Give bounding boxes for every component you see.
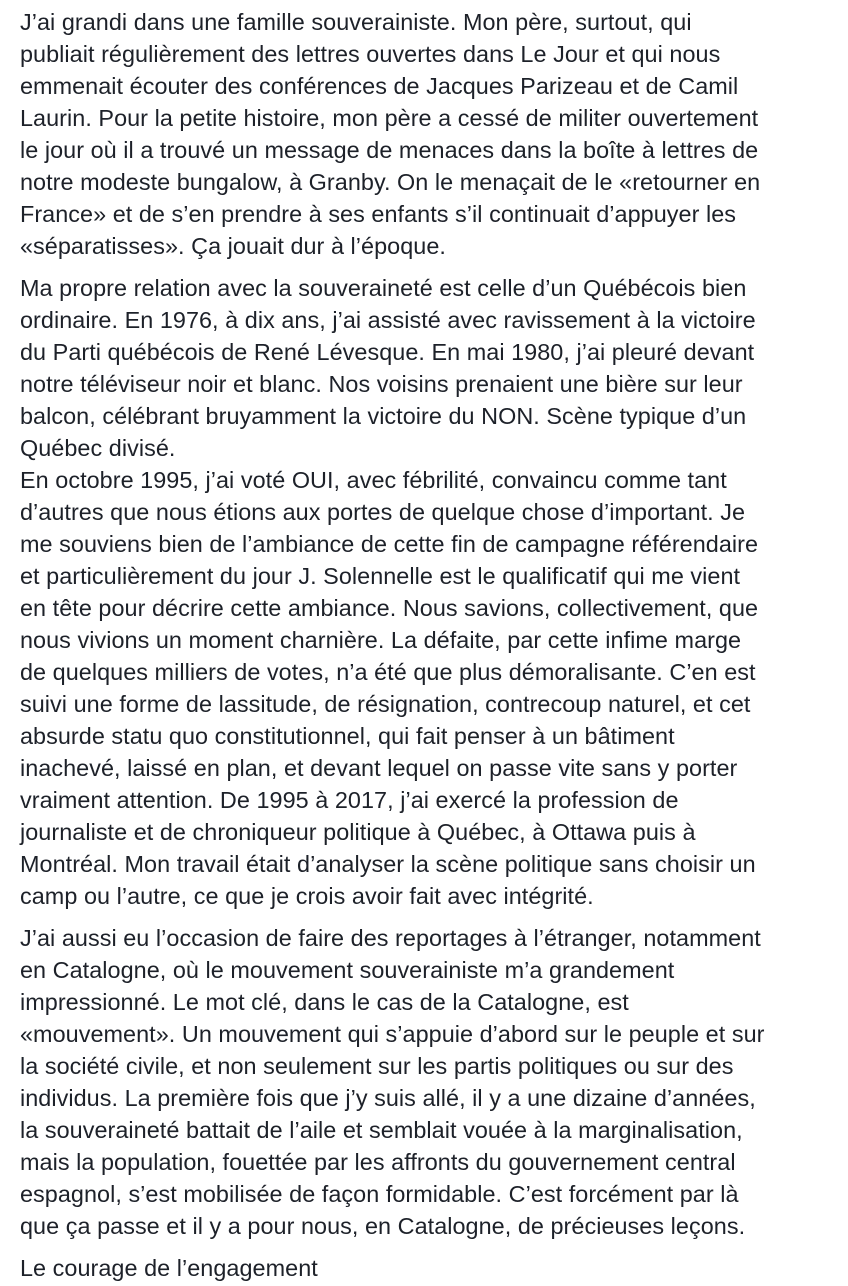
text-line: suivi une forme de lassitude, de résignation, contrecoup naturel, et cet xyxy=(20,691,751,717)
text-line: d’autres que nous étions aux portes de quelque chose d’important. Je xyxy=(20,499,746,525)
paragraph-3 xyxy=(20,922,836,1242)
text-line: Montréal. Mon travail était d’analyser la scène politique sans choisir un xyxy=(20,851,756,877)
text-line: de quelques milliers de votes, n’a été que plus démoralisante. C’en est xyxy=(20,659,756,685)
text-line: En octobre 1995, j’ai voté OUI, avec fébrilité, convaincu comme tant xyxy=(20,467,727,493)
paragraph-1 xyxy=(20,6,836,262)
text-line: camp ou l’autre, ce que je crois avoir fait avec intégrité. xyxy=(20,883,594,909)
text-line: la société civile, et non seulement sur les partis politiques ou sur des xyxy=(20,1053,734,1079)
text-line: espagnol, s’est mobilisée de façon formidable. C’est forcément par là xyxy=(20,1181,739,1207)
heading-text: Le courage de l’engagement xyxy=(20,1255,318,1281)
text-line: France» et de s’en prendre à ses enfants s’il continuait d’appuyer les xyxy=(20,201,737,227)
text-line: «mouvement». Un mouvement qui s’appuie d’abord sur le peuple et sur xyxy=(20,1021,765,1047)
text-line: J’ai grandi dans une famille souverainiste. Mon père, surtout, qui xyxy=(20,9,692,35)
text-line: la souveraineté battait de l’aile et semblait vouée à la marginalisation, xyxy=(20,1117,743,1143)
text-line: et particulièrement du jour J. Solennelle est le qualificatif qui me vient xyxy=(20,563,741,589)
text-line: emmenait écouter des conférences de Jacques Parizeau et de Camil xyxy=(20,73,739,99)
section-heading xyxy=(20,1252,836,1284)
text-line: me souviens bien de l’ambiance de cette fin de campagne référendaire xyxy=(20,531,759,557)
text-line: ordinaire. En 1976, à dix ans, j’ai assisté avec ravissement à la victoire xyxy=(20,307,756,333)
text-line: notre modeste bungalow, à Granby. On le menaçait de le «retourner en xyxy=(20,169,761,195)
text-line: balcon, célébrant bruyamment la victoire du NON. Scène typique d’un xyxy=(20,403,747,429)
text-line: en tête pour décrire cette ambiance. Nous savions, collectivement, que xyxy=(20,595,759,621)
text-line: que ça passe et il y a pour nous, en Catalogne, de précieuses leçons. xyxy=(20,1213,746,1239)
text-line: du Parti québécois de René Lévesque. En mai 1980, j’ai pleuré devant xyxy=(20,339,755,365)
text-line: en Catalogne, où le mouvement souverainiste m’a grandement xyxy=(20,957,675,983)
text-line: publiait régulièrement des lettres ouvertes dans Le Jour et qui nous xyxy=(20,41,721,67)
text-line: inachevé, laissé en plan, et devant lequel on passe vite sans y porter xyxy=(20,755,738,781)
text-line: Ma propre relation avec la souveraineté est celle d’un Québécois bien xyxy=(20,275,747,301)
text-line: J’ai aussi eu l’occasion de faire des reportages à l’étranger, notamment xyxy=(20,925,761,951)
text-line: Laurin. Pour la petite histoire, mon père a cessé de militer ouvertement xyxy=(20,105,759,131)
text-line: Québec divisé. xyxy=(20,435,176,461)
text-line: «séparatisses». Ça jouait dur à l’époque. xyxy=(20,233,446,259)
text-line: absurde statu quo constitutionnel, qui fait penser à un bâtiment xyxy=(20,723,675,749)
text-line: mais la population, fouettée par les affronts du gouvernement central xyxy=(20,1149,736,1175)
text-line: journaliste et de chroniqueur politique à Québec, à Ottawa puis à xyxy=(20,819,696,845)
text-line: impressionné. Le mot clé, dans le cas de la Catalogne, est xyxy=(20,989,629,1015)
paragraph-2 xyxy=(20,272,836,912)
text-line: nous vivions un moment charnière. La défaite, par cette infime marge xyxy=(20,627,742,653)
text-line: notre téléviseur noir et blanc. Nos voisins prenaient une bière sur leur xyxy=(20,371,743,397)
text-line: vraiment attention. De 1995 à 2017, j’ai exercé la profession de xyxy=(20,787,679,813)
text-line: individus. La première fois que j’y suis allé, il y a une dizaine d’années, xyxy=(20,1085,756,1111)
text-line: le jour où il a trouvé un message de menaces dans la boîte à lettres de xyxy=(20,137,759,163)
